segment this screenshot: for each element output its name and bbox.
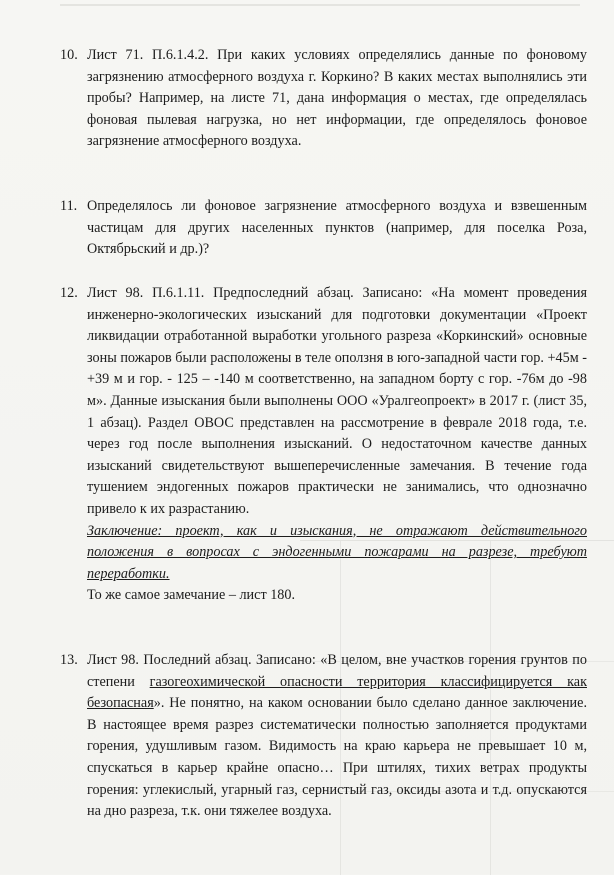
conclusion-text: Заключение: проект, как и изыскания, не отражают действительного положения в вопросах с эндогенными пожарами на разрезе, требуют переработки.	[87, 522, 587, 582]
underlined-quote: газогеохимической опасности территория классифицируется как безопасная	[87, 673, 587, 712]
list-item-13	[60, 650, 587, 823]
list-item-11	[60, 196, 587, 261]
item-text: Определялось ли фоновое загрязнение атмосферного воздуха и взвешенным частицам для других населенных пунктов (например, для поселка Роза, Октябрьский и др.)?	[87, 198, 587, 258]
item-text	[87, 650, 587, 823]
item-number: 11.	[60, 198, 78, 214]
item-number: 13.	[60, 652, 78, 668]
item-text-rest: ». Не понятно, на каком основании было сделано данное заключение. В настоящее время разрез систематически полностью заполняется продуктами горения, удушливым газом. Видимость на краю карьера не превышает 10 м, спускаться в карьер крайне опасно… При штилях, тихих ветрах продукты горения: углекислый, угарный газ, сернистый газ, оксиды азота и т.д. опускаются на дно разреза, т.к. они тяжелее воздуха.	[87, 695, 587, 820]
note-text: То же самое замечание – лист 180.	[87, 587, 296, 604]
item-number: 12.	[60, 285, 78, 301]
item-number: 10.	[60, 47, 78, 63]
item-text-start: Лист 98. Последний абзац. Записано: «В целом, вне участков горения грунтов по степени	[87, 652, 587, 690]
item-text: Лист 98. П.6.1.11. Предпоследний абзац. Записано: «На момент проведения инженерно-экологических изысканий для подготовки документации «Проект ликвидации отработанной выработки угольного разреза «Коркинский» основные зоны пожаров были расположены в теле оползня в юго-западной части гор. +45м - +39 м и гор. - 125 – -140 м соответственно, на западном борту с гор. -76м до -98 м». Данные изыскания были выполнены ООО «Уралгеопроект» в 2017 г. (лист 35, 1 абзац). Раздел ОВОС представлен на рассмотрение в феврале 2018 года, т.е. через год после выполнения изысканий. О недостаточном качестве данных изысканий свидетельствуют вышеперечисленные замечания. В течение года тушением эндогенных пожаров практически не занимались, что однозначно привело к их разрастанию.	[87, 285, 587, 517]
list-item-10	[60, 45, 587, 153]
list-item-12	[60, 283, 587, 607]
show-through-line	[60, 4, 580, 6]
item-text: Лист 71. П.6.1.4.2. При каких условиях определялись данные по фоновому загрязнению атмосферного воздуха г. Коркино? В каких местах выполнялись эти пробы? Например, на листе 71, дана информация о местах, где определялась фоновая пылевая нагрузка, но нет информации, где определялось фоновое загрязнение атмосферного воздуха.	[87, 47, 587, 150]
